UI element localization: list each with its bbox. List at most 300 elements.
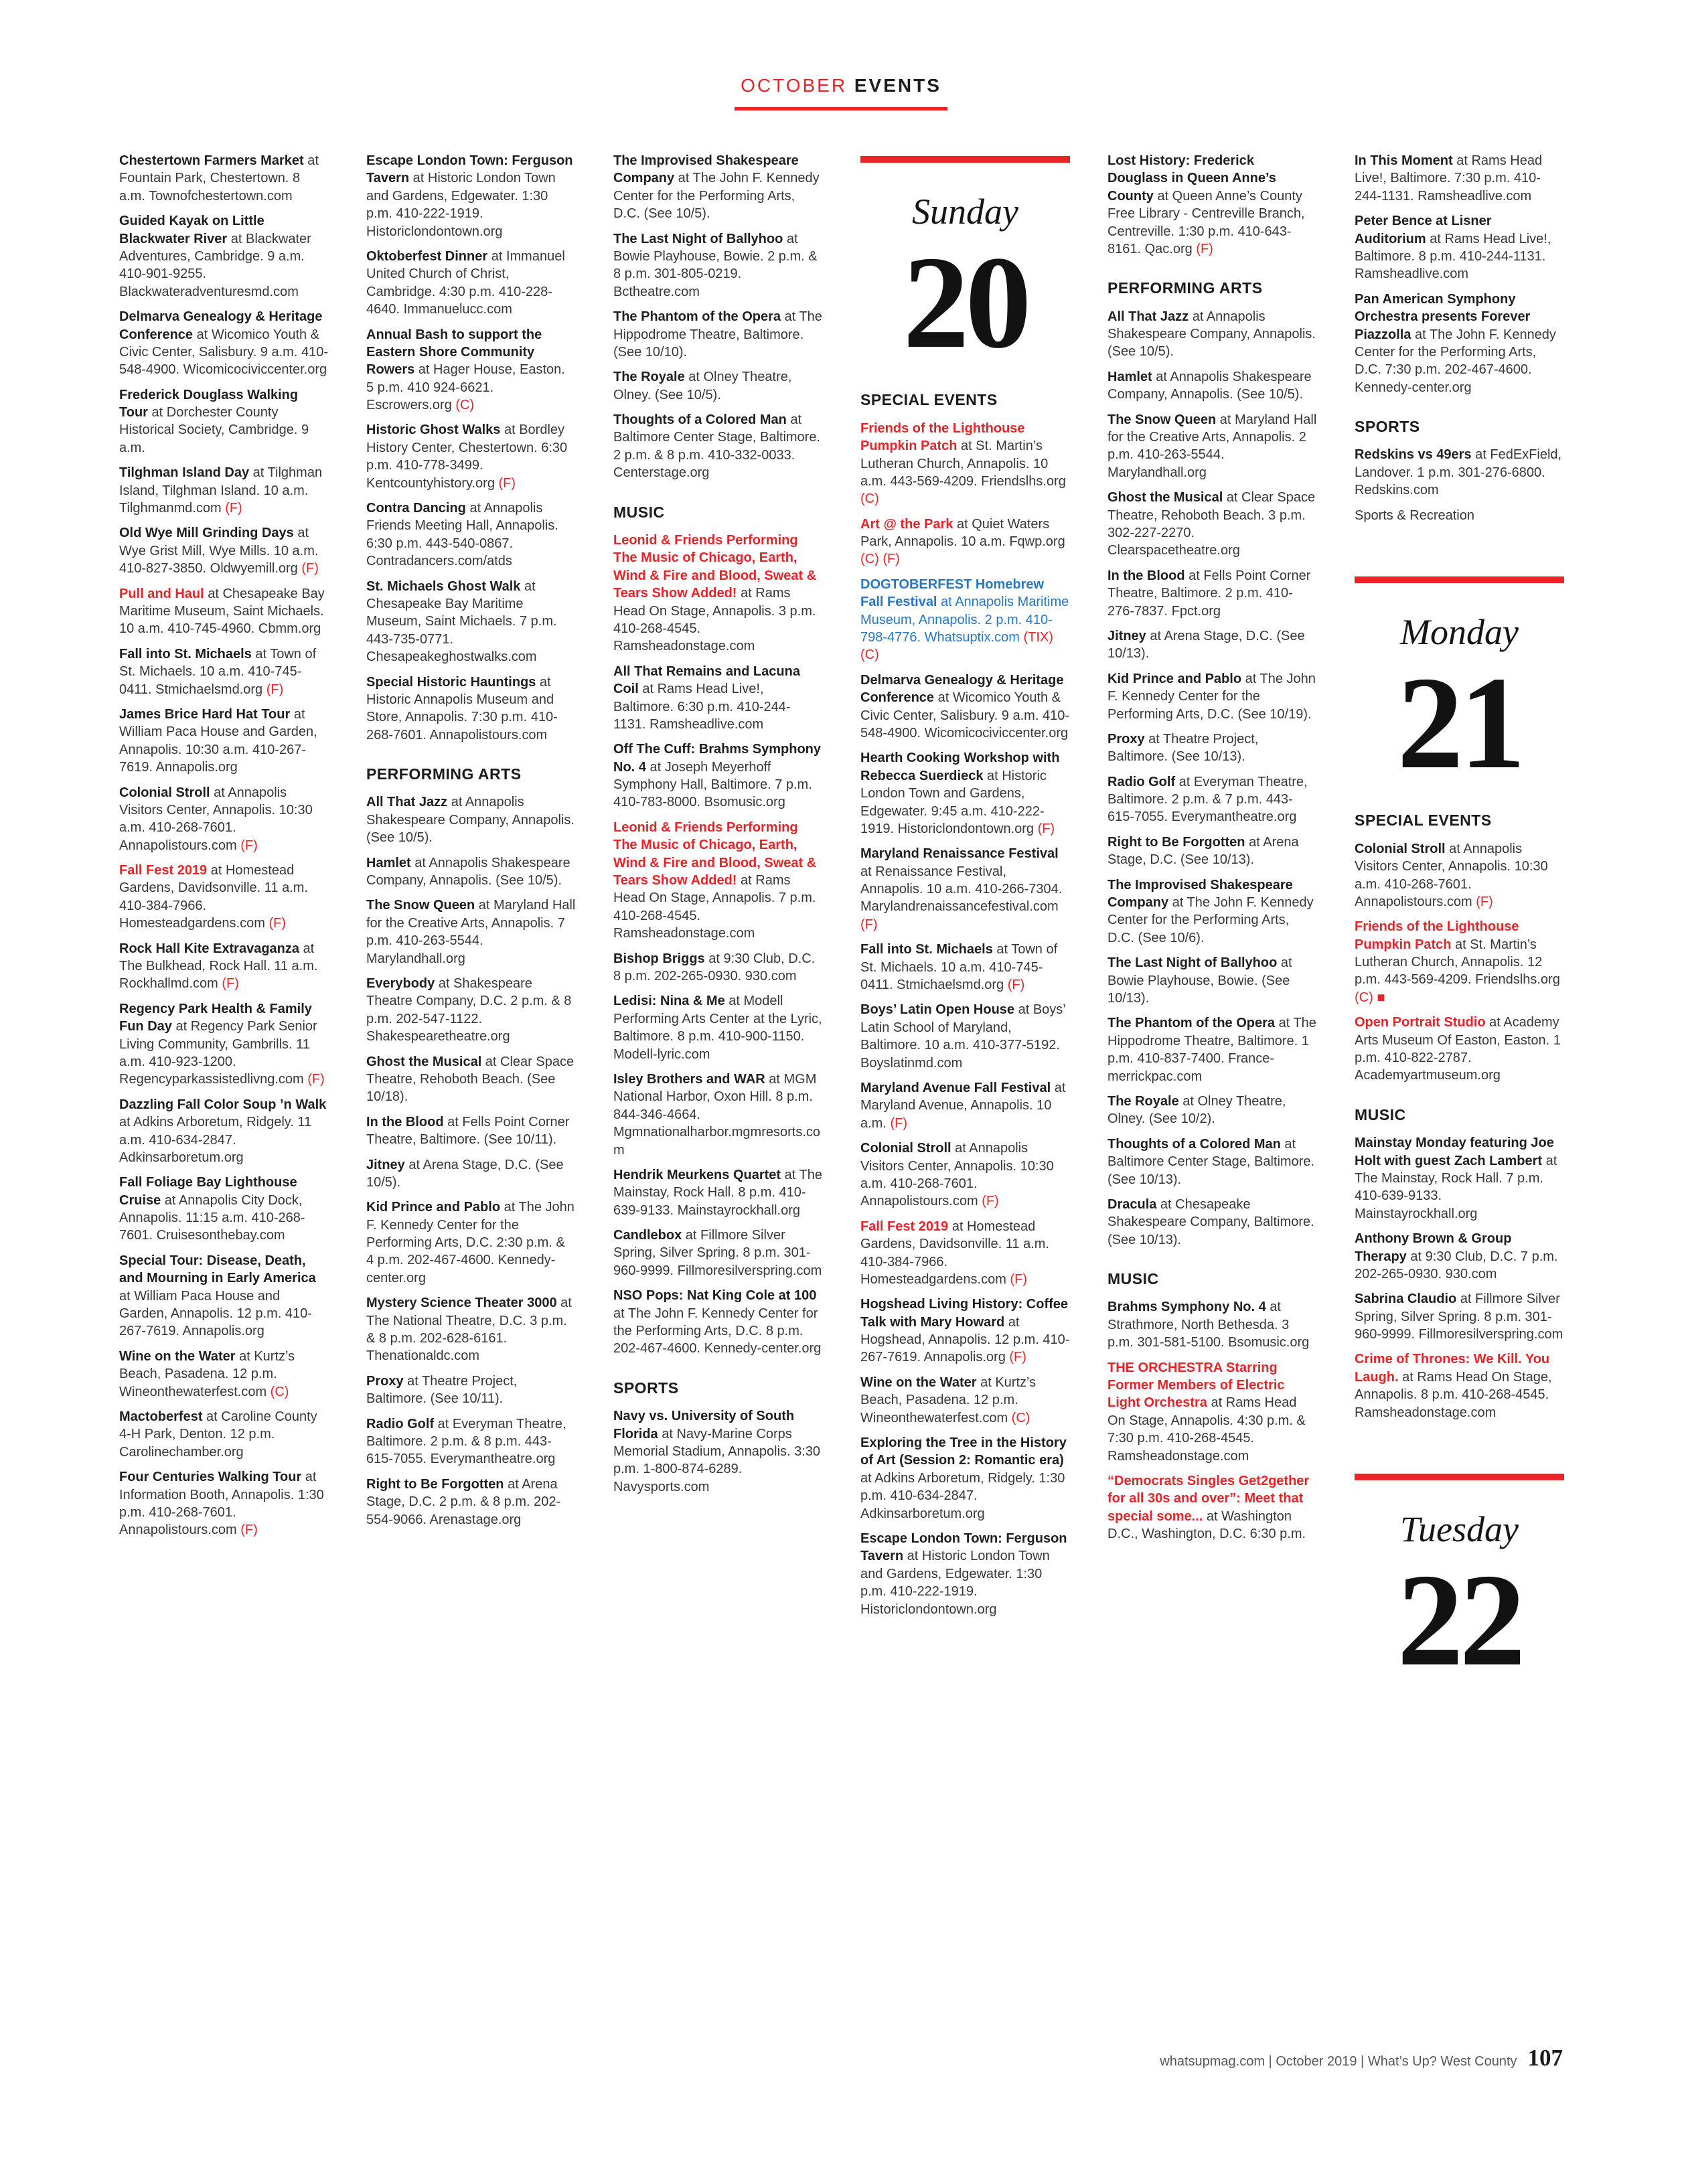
columns	[0, 152, 1682, 1707]
column-2	[366, 152, 576, 1536]
event-title: Fall Foliage Bay Lighthouse Cruise	[119, 1175, 297, 1208]
event-details: at Information Booth, Annapolis. 1:30 p.m. 410-268-7601. Annapolistours.com	[119, 1470, 324, 1538]
event-title: Radio Golf	[366, 1416, 435, 1431]
event-details: at Academy Arts Museum Of Easton, Easton. 1 p.m. 410-822-2787. Academyartmuseum.org	[1355, 1015, 1561, 1083]
day-accent-bar	[1355, 576, 1564, 583]
event-title: Wine on the Water	[119, 1348, 236, 1364]
event-title: Pan American Symphony Orchestra presents Forever Piazzolla	[1355, 291, 1531, 342]
event-listing	[366, 499, 576, 570]
event-title: Friends of the Lighthouse Pumpkin Patch	[860, 420, 1025, 454]
event-details: at Dorchester County Historical Society, Cambridge. 9 a.m.	[119, 405, 309, 455]
event-listing	[860, 941, 1070, 994]
event-listing	[613, 230, 823, 301]
event-listing	[613, 532, 823, 655]
event-title: Delmarva Genealogy & Heritage Conference	[119, 309, 323, 342]
event-details: at Olney Theatre, Olney. (See 10/2).	[1107, 1093, 1286, 1127]
event-details: at Town of St. Michaels. 10 a.m. 410-745-0411. Stmichaelsmd.org	[860, 942, 1058, 993]
day-name: Monday	[1400, 612, 1519, 652]
event-listing	[613, 1166, 823, 1219]
event-listing	[860, 1001, 1070, 1072]
event-details: at The John F. Kennedy Center for the Performing Arts, D.C. 7:30 p.m. 202-467-4600. Kennedy-center.org	[1355, 327, 1556, 395]
day-header-tuesday	[1355, 1474, 1564, 1694]
event-tag: (F)	[262, 682, 284, 697]
event-title: DOGTOBERFEST Homebrew Fall Festival	[860, 576, 1045, 610]
event-title: Hearth Cooking Workshop with Rebecca Suerdieck	[860, 751, 1060, 783]
event-listing	[1107, 411, 1317, 482]
section-header: SPECIAL EVENTS	[860, 391, 998, 409]
event-title: The Snow Queen	[366, 898, 475, 913]
event-details: at Annapolis Shakespeare Company, Annapolis. (See 10/5).	[1107, 369, 1312, 402]
event-details: at Annapolis Shakespeare Company, Annapolis. (See 10/5).	[366, 795, 575, 846]
event-title: In the Blood	[366, 1114, 444, 1129]
event-details: at Regency Park Senior Living Community, Gambrills. 11 a.m. 410-923-1200. Regencyparkassistedlivng.com	[119, 1019, 317, 1087]
event-title: Thoughts of a Colored Man	[613, 412, 787, 428]
event-details: at Fountain Park, Chestertown. 8 a.m. Townofchestertown.com	[119, 153, 319, 204]
event-listing	[1107, 1472, 1317, 1543]
event-title: Isley Brothers and WAR	[613, 1071, 765, 1087]
event-details: at Arena Stage, D.C. (See 10/13).	[1107, 628, 1305, 661]
event-title: Radio Golf	[1107, 774, 1176, 789]
event-title: Leonid & Friends Performing The Music of Chicago, Earth, Wind & Fire and Blood, Sweat & Tears Show Added!	[613, 533, 817, 601]
event-tag: (F)	[1034, 821, 1055, 836]
event-details: at Kurtz’s Beach, Pasadena. 12 p.m. Wineonthewaterfest.com	[860, 1375, 1037, 1425]
event-details: at Quiet Waters Park, Annapolis. 10 a.m. Fqwp.org	[860, 516, 1065, 550]
event-listing	[366, 793, 576, 846]
event-listing	[613, 308, 823, 361]
event-details: at Wye Grist Mill, Wye Mills. 10 a.m. 410-827-3850. Oldwyemill.org	[119, 526, 319, 576]
event-title: Hamlet	[1107, 369, 1152, 384]
event-title: Hogshead Living History: Coffee Talk with Mary Howard	[860, 1297, 1069, 1330]
event-listing	[119, 585, 329, 638]
event-tag: (F)	[221, 501, 242, 516]
section-header: MUSIC	[613, 503, 665, 521]
event-listing	[613, 663, 823, 734]
event-details: at Renaissance Festival, Annapolis. 10 a.m. 410-266-7304. Marylandrenaissancefestival.com	[860, 864, 1063, 915]
event-listing	[1355, 152, 1564, 205]
event-title: Delmarva Genealogy & Heritage Conference	[860, 672, 1064, 706]
event-listing	[613, 950, 823, 986]
event-listing	[1107, 834, 1317, 869]
page-title-month: OCTOBER	[741, 75, 848, 96]
event-listing	[119, 645, 329, 698]
event-details: at Hager House, Easton. 5 p.m. 410 924-6621. Escrowers.org	[366, 362, 565, 413]
event-listing	[860, 749, 1070, 838]
event-listing	[860, 1296, 1070, 1367]
event-details: at Joseph Meyerhoff Symphony Hall, Baltimore. 7 p.m. 410-783-8000. Bsomusic.org	[613, 759, 812, 810]
column-5	[1107, 152, 1317, 1551]
day-number: 20	[903, 229, 1028, 376]
event-tag: (C)	[266, 1384, 289, 1399]
event-tag: (F)	[218, 976, 239, 992]
event-details: at Kurtz’s Beach, Pasadena. 12 p.m. Wineonthewaterfest.com	[119, 1348, 295, 1399]
event-details: at Annapolis Visitors Center, Annapolis. 10:30 a.m. 410-268-7601. Annapolistours.com	[1355, 841, 1548, 909]
event-title: All That Jazz	[366, 795, 448, 810]
header-underline	[735, 107, 947, 110]
event-details: at Rams Head On Stage, Annapolis. 3 p.m. 410-268-4545. Ramsheadonstage.com	[613, 586, 816, 654]
event-listing	[119, 524, 329, 577]
event-listing	[1355, 840, 1564, 911]
event-listing	[366, 421, 576, 492]
event-details: at Modell Performing Arts Center at the Lyric, Baltimore. 8 p.m. 410-900-1150. Modell-lyric.com	[613, 994, 822, 1062]
event-title: Bishop Briggs	[613, 951, 705, 966]
section-header: SPECIAL EVENTS	[1355, 811, 1492, 830]
event-details: at Bordley History Center, Chestertown. 6:30 p.m. 410-778-3499. Kentcountyhistory.org	[366, 422, 568, 491]
event-details: at Historic Annapolis Museum and Store, Annapolis. 7:30 p.m. 410-268-7601. Annapolistours.com	[366, 674, 558, 743]
event-details: at The John F. Kennedy Center for the Performing Arts, D.C. (See 10/5).	[613, 171, 820, 222]
event-title: Everybody	[366, 976, 435, 991]
event-details: at Annapolis Visitors Center, Annapolis. 10:30 a.m. 410-268-7601. Annapolistours.com	[119, 785, 313, 853]
event-tag: (F)	[236, 838, 258, 853]
event-title: James Brice Hard Hat Tour	[119, 706, 291, 722]
event-title: Ghost the Musical	[366, 1054, 482, 1069]
event-title: Exploring the Tree in the History of Art (Session 2: Romantic era)	[860, 1435, 1067, 1468]
event-title: Art @ the Park	[860, 516, 953, 532]
event-listing	[1107, 627, 1317, 663]
event-details: at Rams Head On Stage, Annapolis. 8 p.m. 410-268-4545. Ramsheadonstage.com	[1355, 1369, 1552, 1420]
event-tag: (F)	[1006, 1271, 1027, 1287]
event-listing	[613, 368, 823, 404]
event-listing	[613, 992, 823, 1063]
event-title: Sabrina Claudio	[1355, 1292, 1457, 1307]
event-details: at Chesapeake Shakespeare Company, Baltimore. (See 10/13).	[1107, 1196, 1314, 1247]
event-listing	[613, 819, 823, 943]
event-listing	[860, 1434, 1070, 1523]
event-listing	[366, 1113, 576, 1149]
event-listing	[119, 1348, 329, 1401]
event-listing	[366, 326, 576, 414]
event-listing	[366, 152, 576, 240]
event-details: at Wicomico Youth & Civic Center, Salisbury. 9 a.m. 410-548-4900. Wicomicociviccenter.org	[860, 690, 1069, 740]
event-listing	[860, 1218, 1070, 1289]
event-listing	[1355, 918, 1564, 1006]
event-listing	[366, 1294, 576, 1365]
event-details: at St. Martin’s Lutheran Church, Annapolis. 10 a.m. 443-569-4209. Friendslhs.org	[860, 439, 1066, 489]
day-accent-bar	[1355, 1474, 1564, 1480]
event-listing	[366, 1373, 576, 1408]
event-title: Ghost the Musical	[1107, 490, 1223, 505]
event-listing	[119, 1468, 329, 1539]
event-details: at Baltimore Center Stage, Baltimore. 2 p.m. & 8 p.m. 410-332-0033. Centerstage.org	[613, 412, 821, 481]
event-details: at Rams Head On Stage, Annapolis. 7 p.m. 410-268-4545. Ramsheadonstage.com	[613, 873, 816, 941]
section-header: SPORTS	[1355, 418, 1420, 436]
event-listing	[860, 1140, 1070, 1211]
event-title: Right to Be Forgotten	[1107, 834, 1245, 850]
event-listing	[119, 386, 329, 457]
event-details: at Homestead Gardens, Davidsonville. 11 a.m. 410-384-7966. Homesteadgardens.com	[119, 863, 308, 931]
event-details: at The John F. Kennedy Center for the Performing Arts, D.C. 8 p.m. 202-467-4600. Kennedy-center.org	[613, 1306, 822, 1356]
event-details: at FedExField, Landover. 1 p.m. 301-276-6800. Redskins.com	[1355, 447, 1562, 498]
event-details: at Maryland Avenue, Annapolis. 10 a.m.	[860, 1081, 1066, 1131]
event-details: at Boys’ Latin School of Maryland, Baltimore. 10 a.m. 410-377-5192. Boyslatinmd.com	[860, 1002, 1066, 1071]
page-title-label: EVENTS	[854, 75, 941, 96]
event-title: In This Moment	[1355, 153, 1453, 168]
event-title: Mainstay Monday featuring Joe Holt with guest Zach Lambert	[1355, 1136, 1554, 1168]
event-title: Wine on the Water	[860, 1375, 977, 1390]
event-details: at Maryland Hall for the Creative Arts, Annapolis. 7 p.m. 410-263-5544. Marylandhall.org	[366, 898, 576, 966]
event-details: at Olney Theatre, Olney. (See 10/5).	[613, 370, 792, 402]
event-listing	[366, 1415, 576, 1468]
event-title: The Royale	[1107, 1093, 1179, 1109]
event-title: Anthony Brown & Group Therapy	[1355, 1231, 1512, 1264]
event-title: Annual Bash to support the Eastern Shore Community Rowers	[366, 327, 542, 378]
event-details: at Fillmore Silver Spring, Silver Spring. 8 p.m. 301-960-9999. Fillmoresilverspring.com	[1355, 1292, 1563, 1342]
event-details: at Rams Head On Stage, Annapolis. 4:30 p.m. & 7:30 p.m. 410-268-4545. Ramsheadonstage.com	[1107, 1395, 1306, 1464]
event-title: The Phantom of the Opera	[613, 309, 781, 325]
event-details: at St. Martin’s Lutheran Church, Annapolis. 12 p.m. 443-569-4209. Friendslhs.org	[1355, 937, 1560, 988]
event-details: at MGM National Harbor, Oxon Hill. 8 p.m. 844-346-4664. Mgmnationalharbor.mgmresorts.com	[613, 1071, 821, 1158]
event-tag: (F)	[1005, 1350, 1026, 1365]
event-listing	[1107, 876, 1317, 947]
event-details: at The Mainstay, Rock Hall. 7 p.m. 410-639-9133. Mainstayrockhall.org	[1355, 1153, 1557, 1221]
event-title: Navy vs. University of South Florida	[613, 1409, 795, 1441]
event-title: Brahms Symphony No. 4	[1107, 1300, 1266, 1315]
event-details: at Shakespeare Theatre Company, D.C. 2 p.m. & 8 p.m. 202-547-1122. Shakespearetheatre.org	[366, 976, 572, 1044]
event-title: Four Centuries Walking Tour	[119, 1470, 302, 1485]
event-title: Friends of the Lighthouse Pumpkin Patch	[1355, 919, 1519, 952]
event-details: at Blackwater Adventures, Cambridge. 9 a.m. 410-901-9255. Blackwateradventuresmd.com	[119, 231, 311, 299]
event-title: Fall into St. Michaels	[119, 646, 252, 661]
column-1	[119, 152, 329, 1547]
event-listing	[119, 152, 329, 205]
event-title: Escape London Town: Ferguson Tavern	[860, 1531, 1067, 1564]
event-listing	[1107, 1196, 1317, 1249]
event-title: Jitney	[366, 1157, 405, 1172]
event-title: Mactoberfest	[119, 1409, 203, 1424]
event-listing	[613, 740, 823, 811]
event-listing	[1107, 773, 1317, 826]
event-title: Colonial Stroll	[860, 1141, 951, 1156]
day-header-monday	[1355, 576, 1564, 797]
event-listing	[366, 1156, 576, 1192]
event-listing	[1107, 1014, 1317, 1085]
event-title: The Last Night of Ballyhoo	[613, 231, 783, 246]
event-listing	[1355, 291, 1564, 396]
section-header: SPORTS	[613, 1379, 679, 1397]
day-name: Tuesday	[1399, 1509, 1519, 1550]
event-details: at Annapolis Friends Meeting Hall, Annapolis. 6:30 p.m. 443-540-0867. Contradancers.com/atds	[366, 501, 558, 569]
event-title: Jitney	[1107, 628, 1146, 643]
event-details: at Queen Anne’s County Free Library - Centreville Branch, Centreville. 1:30 p.m. 410-643-8161. Qac.org	[1107, 188, 1305, 256]
event-title: Peter Bence at Lisner Auditorium	[1355, 214, 1492, 246]
event-listing	[119, 1408, 329, 1461]
event-title: Kid Prince and Pablo	[1107, 671, 1242, 686]
day-name: Sunday	[912, 191, 1018, 232]
event-details: at Immanuel United Church of Christ, Cambridge. 4:30 p.m. 410-228-4640. Immanuelucc.com	[366, 248, 565, 317]
event-listing	[119, 706, 329, 777]
event-details: at Historic London Town and Gardens, Edgewater. 1:30 p.m. 410-222-1919. Historiclondontown.org	[366, 171, 556, 239]
event-listing	[860, 672, 1070, 743]
event-details: at Strathmore, North Bethesda. 3 p.m. 301-581-5100. Bsomusic.org	[1107, 1300, 1310, 1350]
event-listing	[1107, 1359, 1317, 1465]
event-listing	[860, 1374, 1070, 1427]
page-title	[0, 75, 1682, 96]
event-listing	[119, 212, 329, 301]
event-title: Proxy	[1107, 731, 1145, 747]
event-listing	[366, 674, 576, 745]
event-tag: (C)	[860, 491, 879, 507]
event-listing	[366, 248, 576, 319]
event-tag: (C) (F)	[860, 552, 900, 567]
event-details: at Annapolis Shakespeare Company, Annapolis. (See 10/5).	[366, 855, 570, 888]
event-listing	[860, 516, 1070, 568]
event-tag: (F)	[1192, 241, 1213, 256]
section-header: MUSIC	[1355, 1105, 1406, 1123]
event-tag: (C) ■	[1355, 990, 1385, 1005]
event-details: at Town of St. Michaels. 10 a.m. 410-745-0411. Stmichaelsmd.org	[119, 646, 317, 697]
event-title: All That Jazz	[1107, 309, 1189, 324]
event-title: The Phantom of the Opera	[1107, 1016, 1276, 1031]
event-listing	[119, 784, 329, 855]
plain-text: Sports & Recreation	[1355, 508, 1474, 523]
event-listing	[1107, 152, 1317, 258]
event-listing	[119, 308, 329, 379]
event-details: at Annapolis Maritime Museum, Annapolis. 2 p.m. 410-798-4776. Whatsuptix.com	[860, 595, 1069, 645]
event-details: at Adkins Arboretum, Ridgely. 1:30 p.m. 410-634-2847. Adkinsarboretum.org	[860, 1470, 1065, 1521]
event-listing	[119, 464, 329, 517]
event-listing	[1107, 308, 1317, 361]
event-listing	[1355, 446, 1564, 499]
event-details: at Arena Stage, D.C. (See 10/5).	[366, 1157, 564, 1190]
event-details: at Theatre Project, Baltimore. (See 10/11).	[366, 1373, 518, 1407]
event-details: at Bowie Playhouse, Bowie. (See 10/13).	[1107, 955, 1292, 1006]
event-title: Mystery Science Theater 3000	[366, 1296, 557, 1311]
event-title: Fall Fest 2019	[860, 1219, 949, 1234]
event-title: Chestertown Farmers Market	[119, 153, 304, 168]
event-details: at Adkins Arboretum, Ridgely. 11 a.m. 410-634-2847. Adkinsarboretum.org	[119, 1115, 312, 1165]
event-title: Tilghman Island Day	[119, 465, 250, 481]
event-listing	[613, 1407, 823, 1496]
event-tag: (C)	[451, 398, 475, 413]
event-details: at William Paca House and Garden, Annapolis. 12 p.m. 410-267-7619. Annapolis.org	[119, 1288, 312, 1339]
event-title: Open Portrait Studio	[1355, 1015, 1486, 1030]
event-title: Maryland Avenue Fall Festival	[860, 1081, 1051, 1095]
section-header: PERFORMING ARTS	[366, 765, 522, 783]
event-tag: (F)	[297, 561, 319, 576]
event-tag: (F)	[494, 475, 516, 491]
event-listing	[366, 1476, 576, 1529]
event-title: Special Historic Hauntings	[366, 674, 536, 690]
section-header: MUSIC	[1107, 1270, 1159, 1288]
column-3	[613, 152, 823, 1503]
event-listing	[613, 411, 823, 482]
event-details: at 9:30 Club, D.C. 7 p.m. 202-265-0930. 930.com	[1355, 1249, 1558, 1281]
event-title: Guided Kayak on Little Blackwater River	[119, 214, 264, 246]
event-tag: (C)	[1008, 1410, 1030, 1425]
event-details: at William Paca House and Garden, Annapolis. 10:30 a.m. 410-267-7619. Annapolis.org	[119, 706, 317, 775]
event-details: at Rams Head Live!, Baltimore. 8 p.m. 410-244-1131. Ramsheadlive.com	[1355, 231, 1551, 282]
event-listing	[1355, 1350, 1564, 1421]
event-title: Hamlet	[366, 855, 411, 870]
event-details: at 9:30 Club, D.C. 8 p.m. 202-265-0930. 930.com	[613, 951, 816, 984]
event-listing	[119, 1174, 329, 1245]
event-details: at Fells Point Corner Theatre, Baltimore. 2 p.m. 410-276-7837. Fpct.org	[1107, 568, 1311, 619]
event-listing	[119, 1000, 329, 1089]
event-title: The Royale	[613, 370, 685, 385]
event-details: at Fillmore Silver Spring, Silver Spring. 8 p.m. 301-960-9999. Fillmoresilverspring.com	[613, 1228, 822, 1278]
event-title: Dracula	[1107, 1196, 1157, 1212]
event-details: at Homestead Gardens, Davidsonville. 11 a.m. 410-384-7966. Homesteadgardens.com	[860, 1219, 1049, 1287]
event-tag: (F)	[236, 1523, 258, 1538]
event-title: Special Tour: Disease, Death, and Mourning in Early America	[119, 1253, 316, 1286]
event-title: Contra Dancing	[366, 501, 466, 516]
event-details: at Rams Head Live!, Baltimore. 6:30 p.m. 410-244-1131. Ramsheadlive.com	[613, 682, 791, 732]
footer-info: whatsupmag.com | October 2019 | What’s Up? West County	[1160, 2054, 1517, 2069]
event-title: Escape London Town: Ferguson Tavern	[366, 153, 573, 186]
event-listing	[119, 862, 329, 933]
event-details: at Annapolis Shakespeare Company, Annapolis. (See 10/5).	[1107, 309, 1316, 360]
event-details: at Wicomico Youth & Civic Center, Salisbury. 9 a.m. 410-548-4900. Wicomicociviccenter.org	[119, 327, 328, 378]
event-tag: (F)	[860, 917, 878, 932]
page-number: 107	[1527, 2045, 1563, 2071]
event-title: Kid Prince and Pablo	[366, 1200, 501, 1215]
event-listing	[366, 1053, 576, 1106]
event-tag: (TIX) (C)	[860, 630, 1053, 663]
event-listing	[1107, 954, 1317, 1007]
event-title: Right to Be Forgotten	[366, 1476, 504, 1492]
event-title: The Improvised Shakespeare Company	[1107, 877, 1293, 911]
event-details: at Historic London Town and Gardens, Edgewater. 9:45 a.m. 410-222-1919. Historiclondontown.org	[860, 768, 1047, 836]
day-header-sunday	[860, 156, 1070, 376]
event-listing	[366, 896, 576, 967]
day-accent-bar	[860, 156, 1070, 163]
event-tag: (F)	[886, 1115, 907, 1131]
event-title: Oktoberfest Dinner	[366, 248, 488, 264]
event-listing	[860, 420, 1070, 508]
event-listing	[1107, 730, 1317, 766]
event-listing	[613, 1287, 823, 1358]
event-details: at Annapolis Visitors Center, Annapolis. 10:30 a.m. 410-268-7601. Annapolistours.com	[860, 1141, 1054, 1209]
event-title: In the Blood	[1107, 568, 1185, 583]
event-listing	[1355, 1014, 1564, 1085]
event-listing	[119, 940, 329, 993]
event-tag: (F)	[1004, 978, 1025, 993]
event-details: at Fells Point Corner Theatre, Baltimore. (See 10/11).	[366, 1114, 570, 1148]
event-details: at Washington D.C., Washington, D.C. 6:30 p.m.	[1107, 1508, 1306, 1542]
event-details: at Theatre Project, Baltimore. (See 10/13).	[1107, 731, 1259, 765]
event-listing	[1107, 368, 1317, 404]
event-details: at Arena Stage, D.C. 2 p.m. & 8 p.m. 202-554-9066. Arenastage.org	[366, 1476, 561, 1527]
event-title: Candlebox	[613, 1228, 682, 1243]
event-details: at Maryland Hall for the Creative Arts, Annapolis. 2 p.m. 410-263-5544. Marylandhall.org	[1107, 412, 1317, 480]
event-listing	[860, 576, 1070, 664]
event-details: at The John F. Kennedy Center for the Performing Arts, D.C. (See 10/19).	[1107, 671, 1316, 722]
event-title: Historic Ghost Walks	[366, 422, 501, 438]
event-listing	[1107, 489, 1317, 560]
event-title: NSO Pops: Nat King Cole at 100	[613, 1288, 817, 1304]
event-details: at Historic London Town and Gardens, Edgewater. 1:30 p.m. 410-222-1919. Historiclondontown.org	[860, 1549, 1050, 1617]
event-title: Colonial Stroll	[119, 785, 210, 800]
event-title: Thoughts of a Colored Man	[1107, 1136, 1281, 1152]
event-title: “Democrats Singles Get2gether for all 30s and over”: Meet that special some...	[1107, 1473, 1310, 1524]
event-title: Pull and Haul	[119, 586, 204, 601]
event-details: at Tilghman Island, Tilghman Island. 10 a.m. Tilghmanmd.com	[119, 465, 323, 516]
event-details: at Chesapeake Bay Maritime Museum, Saint Michaels. 10 a.m. 410-745-4960. Cbmm.org	[119, 586, 325, 637]
event-tag: (F)	[303, 1072, 325, 1087]
event-details: at Hogshead, Annapolis. 12 p.m. 410-267-7619. Annapolis.org	[860, 1314, 1070, 1365]
event-tag: (F)	[978, 1194, 999, 1209]
event-title: The Snow Queen	[1107, 412, 1217, 427]
event-listing	[366, 854, 576, 890]
event-details: at Clear Space Theatre, Rehoboth Beach. 3 p.m. 302-227-2270. Clearspacetheatre.org	[1107, 490, 1316, 558]
event-title: Redskins vs 49ers	[1355, 447, 1472, 463]
event-listing	[1355, 1290, 1564, 1343]
event-title: Regency Park Health & Family Fun Day	[119, 1001, 312, 1034]
event-title: Hendrik Meurkens Quartet	[613, 1167, 781, 1182]
event-listing	[613, 1071, 823, 1159]
event-title: Proxy	[366, 1373, 404, 1389]
event-details: at Arena Stage, D.C. (See 10/13).	[1107, 834, 1299, 868]
event-listing	[366, 578, 576, 666]
